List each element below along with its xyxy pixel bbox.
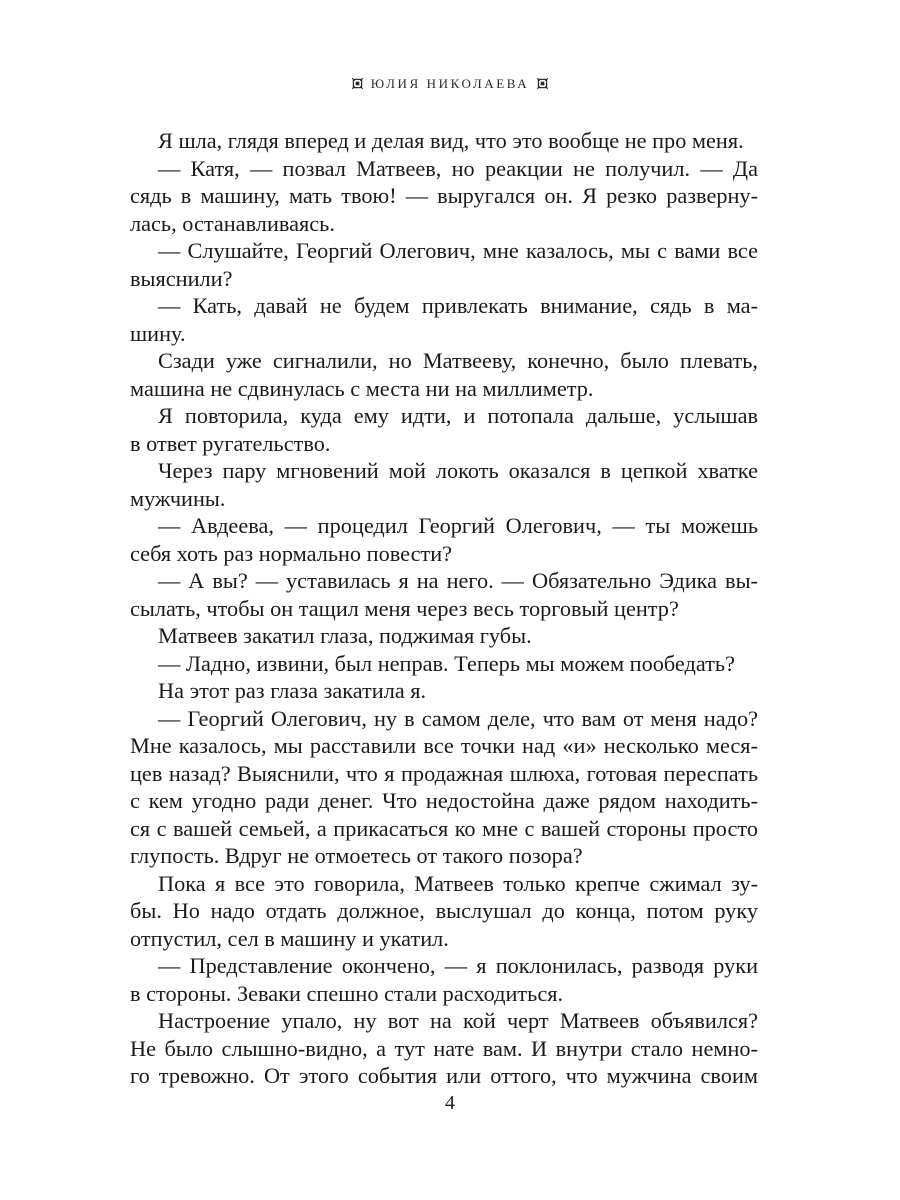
paragraph [130, 402, 758, 457]
text-line: Матвеев закатил глаза, поджимая губы. [158, 623, 532, 648]
paragraph [130, 457, 758, 512]
paragraph [130, 952, 758, 1007]
paragraph [130, 127, 758, 155]
text-line: — Ладно, извини, был неправ. Теперь мы можем пообедать? [158, 650, 735, 676]
text-line: — Представление окончено, — я поклонилась, разводя руки [158, 953, 758, 978]
text-line: глупость. Вдруг не отмоетесь от такого позора? [130, 843, 583, 868]
text-line: — Слушайте, Георгий Олегович, мне казалось, мы с вами все [158, 238, 758, 263]
author-name: ЮЛИЯ НИКОЛАЕВА [370, 76, 530, 91]
text-line: Пока я все это говорила, Матвеев только крепче сжимал зу- [158, 870, 758, 896]
text-line: го тревожно. От этого события или оттого, что мужчина своим [130, 1063, 758, 1088]
text-line: мужчины. [130, 485, 226, 511]
text-line: — Катя, — позвал Матвеев, но реакции не получил. — Да [158, 155, 758, 181]
text-line: цев назад? Выяснили, что я продажная шлюха, готовая переспать [130, 760, 758, 786]
paragraph [130, 512, 758, 567]
text-line: сылать, чтобы он тащил меня через весь торговый центр? [130, 595, 679, 621]
text-line: Сзади уже сигналили, но Матвееву, конечно, было плевать, [158, 348, 758, 373]
text-line: Не было слышно-видно, а тут нате вам. И внутри стало немно- [130, 1035, 758, 1061]
text-line: себя хоть раз нормально повести? [130, 540, 453, 566]
paragraph [130, 705, 758, 870]
text-line: машина не сдвинулась с места ни на миллиметр. [130, 375, 594, 401]
text-line: — А вы? — уставилась я на него. — Обязательно Эдика вы- [158, 568, 758, 593]
text-line: — Георгий Олегович, ну в самом деле, что вам от меня надо? [158, 705, 758, 731]
paragraph [130, 237, 758, 292]
paragraph [130, 677, 758, 705]
text-line: бы. Но надо отдать должное, выслушал до конца, потом руку [130, 898, 758, 923]
text-line: сядь в машину, мать твою! — выругался он. Я резко разверну- [130, 183, 758, 208]
paragraph [130, 650, 758, 678]
text-line: ся с вашей семьей, а прикасаться ко мне с вашей стороны просто [130, 815, 758, 841]
text-line: Мне казалось, мы расставили все точки над «и» несколько меся- [130, 733, 758, 758]
paragraph [130, 347, 758, 402]
text-line: лась, останавливаясь. [130, 210, 335, 236]
text-line: Настроение упало, ну вот на кой черт Матвеев объявился? [158, 1008, 758, 1033]
text-line: — Авдеева, — процедил Георгий Олегович, — ты можешь [158, 513, 758, 538]
text-line: — Кать, давай не будем привлекать внимание, сядь в ма- [158, 293, 758, 318]
text-line: шину. [130, 320, 186, 346]
paragraph [130, 870, 758, 953]
paragraph [130, 155, 758, 238]
text-line: отпустил, сел в машину и укатил. [130, 925, 449, 951]
text-line: выяснили? [130, 265, 233, 291]
text-line: с кем угодно ради денег. Что недостойна даже рядом находить- [130, 788, 758, 813]
text-line: в стороны. Зеваки спешно стали расходиться. [130, 980, 564, 1006]
body-text [130, 127, 758, 1090]
ornament-left-icon [352, 78, 363, 89]
paragraph [130, 1007, 758, 1090]
text-line: Через пару мгновений мой локоть оказался в цепкой хватке [158, 458, 758, 483]
text-line: На этот раз глаза закатила я. [158, 678, 427, 703]
paragraph [130, 567, 758, 622]
text-line: в ответ ругательство. [130, 430, 331, 456]
paragraph [130, 292, 758, 347]
paragraph [130, 622, 758, 650]
page-number: 4 [445, 1092, 455, 1114]
text-line: Я повторила, куда ему идти, и потопала дальше, услышав [158, 403, 758, 428]
running-head [0, 76, 900, 92]
ornament-right-icon [537, 78, 548, 89]
text-line: Я шла, глядя вперед и делая вид, что это вообще не про меня. [158, 128, 744, 153]
